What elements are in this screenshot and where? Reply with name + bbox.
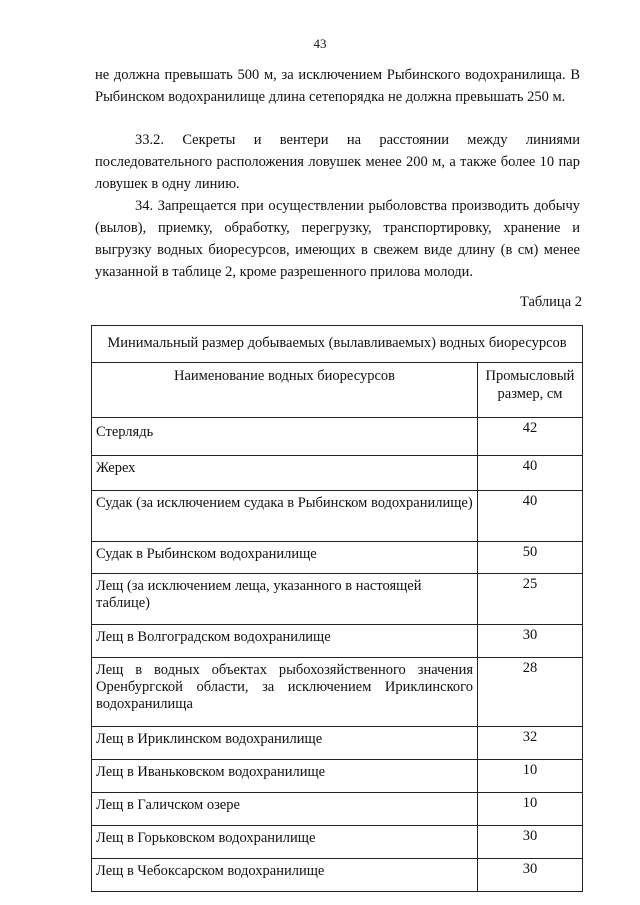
row-name: Судак (за исключением судака в Рыбинском водохранилище) — [92, 491, 478, 542]
table-row — [92, 491, 583, 542]
min-size-table — [91, 325, 583, 892]
row-name: Лещ в водных объектах рыбохозяйственного значения Оренбургской области, за исключением Ириклинского водохранилища — [92, 658, 478, 727]
row-size: 25 — [478, 574, 583, 625]
row-size: 28 — [478, 658, 583, 727]
row-name: Лещ в Иваньковском водохранилище — [92, 760, 478, 793]
row-size: 10 — [478, 760, 583, 793]
row-size: 42 — [478, 418, 583, 456]
row-size: 30 — [478, 625, 583, 658]
header-size: Промысловый размер, см — [478, 363, 583, 418]
row-name: Лещ в Ириклинском водохранилище — [92, 727, 478, 760]
table-caption-row — [92, 326, 583, 363]
table-caption: Минимальный размер добываемых (вылавливаемых) водных биоресурсов — [92, 326, 583, 363]
table-row — [92, 542, 583, 574]
table-row — [92, 793, 583, 826]
table-row — [92, 625, 583, 658]
page-number: 43 — [313, 36, 327, 51]
row-name: Лещ в Чебоксарском водохранилище — [92, 859, 478, 892]
row-name: Лещ (за исключением леща, указанного в настоящей таблице) — [92, 574, 478, 625]
row-name: Лещ в Горьковском водохранилище — [92, 826, 478, 859]
paragraph-33-2: 33.2. Секреты и вентери на расстоянии между линиями последовательного расположения ловушек менее 200 м, а также более 10 пар ловушек в одну линию. — [95, 132, 580, 192]
row-size: 30 — [478, 826, 583, 859]
table-label: Таблица 2 — [519, 294, 582, 310]
paragraph-continuation: не должна превышать 500 м, за исключением Рыбинского водохранилища. В Рыбинском водохранилище длина сетепорядка не должна превышать 250 м. — [95, 67, 580, 105]
table-row — [92, 658, 583, 727]
row-size: 40 — [478, 491, 583, 542]
table-row — [92, 456, 583, 491]
table-row — [92, 760, 583, 793]
table-header-row — [92, 363, 583, 418]
row-size: 50 — [478, 542, 583, 574]
row-size: 32 — [478, 727, 583, 760]
row-name: Жерех — [92, 456, 478, 491]
paragraph-34: 34. Запрещается при осуществлении рыболовства производить добычу (вылов), приемку, обработку, перегрузку, транспортировку, хранение и выгрузку водных биоресурсов, имеющих в свежем виде длину (в см) менее указанной в таблице 2, кроме разрешенного прилова молоди. — [95, 198, 580, 280]
table-row — [92, 574, 583, 625]
table-row — [92, 826, 583, 859]
table-row — [92, 418, 583, 456]
table-row — [92, 859, 583, 892]
header-name: Наименование водных биоресурсов — [92, 363, 478, 418]
row-size: 10 — [478, 793, 583, 826]
table-row — [92, 727, 583, 760]
row-size: 30 — [478, 859, 583, 892]
row-name: Стерлядь — [92, 418, 478, 456]
row-name: Судак в Рыбинском водохранилище — [92, 542, 478, 574]
row-size: 40 — [478, 456, 583, 491]
row-name: Лещ в Волгоградском водохранилище — [92, 625, 478, 658]
row-name: Лещ в Галичском озере — [92, 793, 478, 826]
